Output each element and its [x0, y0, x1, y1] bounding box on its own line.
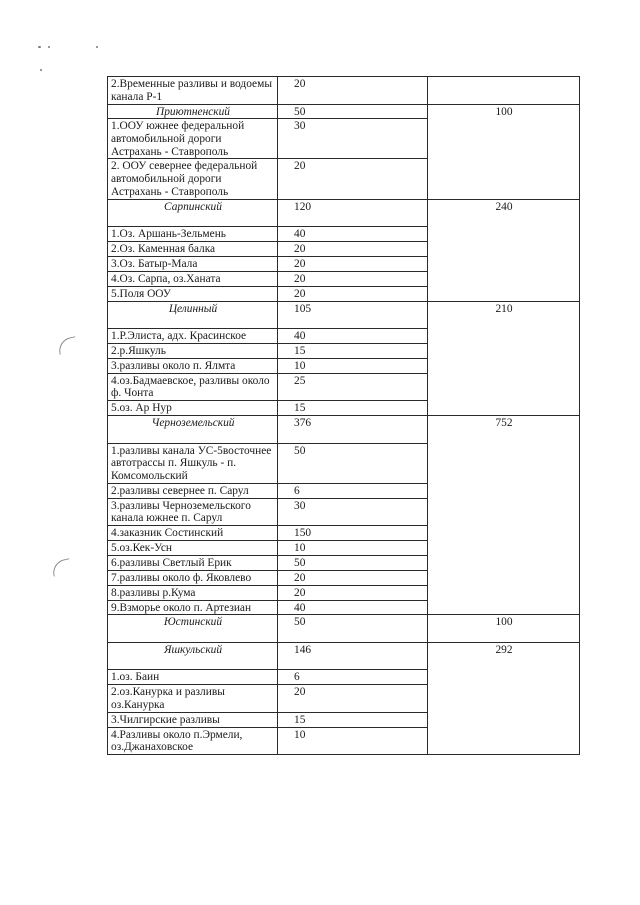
- quota-value-cell: 20: [278, 585, 428, 600]
- location-name-cell: 2. ООУ севернее федеральной автомобильной дороги Астрахань - Ставрополь: [108, 159, 278, 199]
- scan-speck: [40, 69, 42, 71]
- district-name-cell: Черноземельский: [108, 416, 278, 444]
- district-row: [108, 615, 580, 643]
- location-name-cell: 2.Оз. Каменная балка: [108, 241, 278, 256]
- location-name-cell: 3.разливы около п. Ялмта: [108, 358, 278, 373]
- district-row: [108, 301, 580, 329]
- quota-value-cell: 10: [278, 727, 428, 755]
- district-name-cell: Целинный: [108, 301, 278, 329]
- quota-value-cell: 40: [278, 329, 428, 344]
- location-name-cell: 2.разливы севернее п. Сарул: [108, 483, 278, 498]
- quota-value-cell: 50: [278, 555, 428, 570]
- location-name-cell: 8.разливы р.Кума: [108, 585, 278, 600]
- quota-value-cell: 20: [278, 256, 428, 271]
- district-total-cell: 210: [428, 301, 580, 416]
- scan-speck: [38, 46, 41, 48]
- quota-value-cell: 20: [278, 159, 428, 199]
- quota-value-cell: 10: [278, 540, 428, 555]
- location-name-cell: 5.Поля ООУ: [108, 286, 278, 301]
- quota-value-cell: 20: [278, 685, 428, 713]
- quota-value-cell: 20: [278, 570, 428, 585]
- location-name-cell: 1.Оз. Аршань-Зельмень: [108, 227, 278, 242]
- quota-value-cell: 6: [278, 483, 428, 498]
- district-total-cell: 292: [428, 642, 580, 754]
- quota-value-cell: 25: [278, 373, 428, 401]
- quota-value-cell: 50: [278, 443, 428, 483]
- location-name-cell: 6.разливы Светлый Ерик: [108, 555, 278, 570]
- district-total-cell: 100: [428, 104, 580, 199]
- quota-value-cell: 40: [278, 227, 428, 242]
- quota-value-cell: 15: [278, 401, 428, 416]
- location-name-cell: 1.ООУ южнее федеральной автомобильной дороги Астрахань - Ставрополь: [108, 119, 278, 159]
- quota-value-cell: 146: [278, 642, 428, 670]
- district-total-cell: 240: [428, 199, 580, 301]
- empty-total-cell: [428, 77, 580, 105]
- district-name-cell: Яшкульский: [108, 642, 278, 670]
- location-name-cell: 1.оз. Баин: [108, 670, 278, 685]
- location-name-cell: 2.р.Яшкуль: [108, 343, 278, 358]
- scan-speck: [48, 46, 50, 48]
- quota-value-cell: 50: [278, 615, 428, 643]
- hunting-grounds-table: [107, 76, 580, 755]
- location-name-cell: 4.заказник Состинский: [108, 526, 278, 541]
- district-row: [108, 416, 580, 444]
- location-name-cell: 5.оз.Кек-Усн: [108, 540, 278, 555]
- location-name-cell: 9.Взморье около п. Артезиан: [108, 600, 278, 615]
- quota-value-cell: 6: [278, 670, 428, 685]
- quota-value-cell: 20: [278, 77, 428, 105]
- location-name-cell: 4.Оз. Сарпа, оз.Ханата: [108, 271, 278, 286]
- location-name-cell: 1.разливы канала УС-5восточнее автотрассы п. Яшкуль - п. Комсомольский: [108, 443, 278, 483]
- quota-value-cell: 15: [278, 343, 428, 358]
- quota-value-cell: 20: [278, 271, 428, 286]
- location-name-cell: 2.оз.Канурка и разливы оз.Канурка: [108, 685, 278, 713]
- location-name-cell: 5.оз. Ар Нур: [108, 401, 278, 416]
- district-name-cell: Юстинский: [108, 615, 278, 643]
- location-name-cell: 3.разливы Черноземельского канала южнее п. Сарул: [108, 498, 278, 526]
- quota-value-cell: 30: [278, 498, 428, 526]
- hole-punch-mark: [51, 558, 73, 577]
- quota-value-cell: 30: [278, 119, 428, 159]
- quota-value-cell: 120: [278, 199, 428, 227]
- quota-value-cell: 50: [278, 104, 428, 119]
- location-name-cell: 2.Временные разливы и водоемы канала Р-1: [108, 77, 278, 105]
- district-name-cell: Приютненский: [108, 104, 278, 119]
- table-body: [108, 77, 580, 755]
- location-name-cell: 7.разливы около ф. Яковлево: [108, 570, 278, 585]
- location-name-cell: 4.Разливы около п.Эрмели, оз.Джанаховское: [108, 727, 278, 755]
- quota-value-cell: 150: [278, 526, 428, 541]
- quota-value-cell: 15: [278, 712, 428, 727]
- scan-speck: [96, 46, 98, 48]
- district-row: [108, 199, 580, 227]
- district-row: [108, 642, 580, 670]
- district-row: [108, 104, 580, 119]
- location-name-cell: 1.Р.Элиста, адх. Красинское: [108, 329, 278, 344]
- quota-value-cell: 20: [278, 241, 428, 256]
- quota-value-cell: 376: [278, 416, 428, 444]
- quota-value-cell: 105: [278, 301, 428, 329]
- quota-value-cell: 40: [278, 600, 428, 615]
- quota-value-cell: 20: [278, 286, 428, 301]
- district-total-cell: 752: [428, 416, 580, 615]
- district-name-cell: Сарпинский: [108, 199, 278, 227]
- district-total-cell: 100: [428, 615, 580, 643]
- quota-value-cell: 10: [278, 358, 428, 373]
- location-name-cell: 3.Чилгирские разливы: [108, 712, 278, 727]
- table-row: [108, 77, 580, 105]
- location-name-cell: 3.Оз. Батыр-Мала: [108, 256, 278, 271]
- hole-punch-mark: [57, 336, 79, 355]
- location-name-cell: 4.оз.Бадмаевское, разливы около ф. Чонта: [108, 373, 278, 401]
